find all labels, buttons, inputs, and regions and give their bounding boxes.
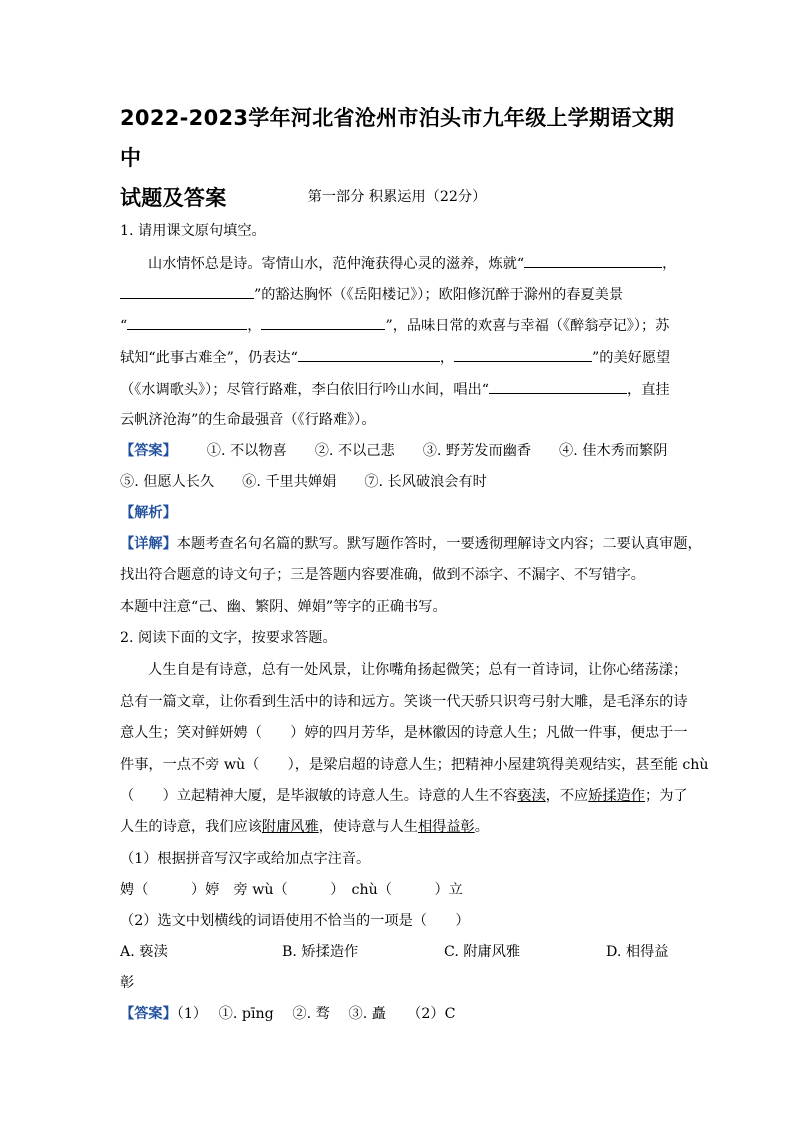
detail-label: 【详解】 bbox=[120, 536, 177, 552]
answer-item: ④. 佳木秀而繁阴 bbox=[559, 443, 668, 459]
q1-line-5: （《水调歌头》）；尽管行路难，李白依旧行吟山水间，唱出“ ，直挂 bbox=[120, 379, 670, 400]
answer-label: 【答案】 bbox=[120, 443, 177, 459]
answer-item: ⑦. 长风破浪会有时 bbox=[364, 474, 487, 490]
answer-item: ⑤. 但愿人长久 bbox=[120, 474, 215, 490]
q1-answer-row-2 bbox=[120, 472, 487, 492]
analysis-label: 【解析】 bbox=[120, 505, 177, 521]
blank-7 bbox=[489, 379, 627, 394]
underlined-word: 相得益彰 bbox=[417, 819, 475, 835]
q1-line-3: “ ， ”，品味日常的欢喜与幸福（《醉翁亭记》）；苏 bbox=[120, 315, 669, 336]
q1-answer-row-1 bbox=[120, 441, 667, 461]
q1-line-2: ”的豁达胸怀（《岳阳楼记》）；欧阳修沉醉于滁州的春夏美景 bbox=[120, 284, 623, 305]
q1-line-1: 山水情怀总是诗。寄情山水，范仲淹获得心灵的滋养，炼就“ ， bbox=[148, 253, 676, 274]
answer-item: ⑥. 千里共婵娟 bbox=[242, 474, 337, 490]
option-c: C. 附庸风雅 bbox=[444, 944, 521, 960]
q2-passage-line-1: 人生自是有诗意，总有一处风景，让你嘴角扬起微笑；总有一首诗词，让你心绪荡漾； bbox=[148, 662, 688, 678]
q2-passage-line-5: （ ）立起精神大厦，是毕淑敏的诗意人生。诗意的人生不容亵渎，不应矫揉造作；为了 bbox=[120, 788, 688, 804]
answer-item: ③. 野芳发而幽香 bbox=[422, 443, 532, 459]
q2-prompt: 2. 阅读下面的文字，按要求答题。 bbox=[120, 630, 337, 646]
blank-2 bbox=[120, 284, 254, 299]
q1-detail-2: 找出符合题意的诗文句子；三是答题内容要准确，做到不添字、不漏字、不写错字。 bbox=[120, 567, 645, 583]
blank-6 bbox=[454, 347, 592, 362]
underlined-word: 亵渎 bbox=[517, 788, 546, 804]
option-d: D. 相得益 bbox=[606, 944, 669, 960]
q2-option-wrap: 彰 bbox=[120, 975, 135, 991]
blank-4 bbox=[261, 315, 385, 330]
q2-passage-line-2: 总有一篇文章，让你看到生活中的诗和远方。笑谈一代天骄只识弯弓射大雕，是毛泽东的诗 bbox=[120, 694, 688, 710]
answer-label: 【答案】 bbox=[120, 1006, 177, 1022]
blank-1 bbox=[524, 253, 662, 268]
q2-sub1: （1）根据拼音写汉字或给加点字注音。 bbox=[120, 851, 371, 867]
blank-5 bbox=[298, 347, 440, 362]
underlined-word: 附庸风雅 bbox=[261, 819, 319, 835]
q1-line-6: 云帆济沧海”的生命最强音（《行路难》）。 bbox=[120, 412, 376, 428]
q2-passage-line-3: 意人生；笑对鲜妍娉（ ）婷的四月芳华，是林徽因的诗意人生；凡做一件事，便忠于一 bbox=[120, 725, 688, 741]
option-b: B. 矫揉造作 bbox=[282, 944, 359, 960]
q2-sub2: （2）选文中划横线的词语使用不恰当的一项是（ ） bbox=[120, 913, 470, 929]
option-a: A. 亵渎 bbox=[120, 944, 168, 960]
blank-3 bbox=[127, 315, 247, 330]
q1-detail-1: 【详解】本题考查名句名篇的默写。默写题作答时，一要透彻理解诗文内容；二要认真审题， bbox=[120, 536, 702, 552]
title-line-1: 2022-2023学年河北省沧州市泊头市九年级上学期语文期中 bbox=[120, 106, 675, 170]
q1-line-4: 轼知“此事古难全”，仍表达“ ， ”的美好愿望 bbox=[120, 347, 670, 368]
title-line-2: 试题及答案 bbox=[120, 186, 227, 210]
underlined-word: 矫揉造作 bbox=[588, 788, 645, 804]
q1-prompt: 1. 请用课文原句填空。 bbox=[120, 223, 266, 239]
section-heading: 第一部分 积累运用（22分） bbox=[307, 189, 487, 205]
q2-sub1-blanks: 娉（ ）婷 旁 wù（ ） chù（ ）立 bbox=[120, 882, 463, 898]
q1-detail-3: 本题中注意“己、幽、繁阴、婵娟”等字的正确书写。 bbox=[120, 599, 447, 615]
q2-passage-line-6: 人生的诗意，我们应该附庸风雅，使诗意与人生相得益彰。 bbox=[120, 819, 489, 835]
answer-item: ②. 不以己悲 bbox=[314, 443, 395, 459]
answer-item: ①. 不以物喜 bbox=[206, 443, 287, 459]
q2-passage-line-4: 件事，一点不旁 wù（ ），是梁启超的诗意人生；把精神小屋建筑得美观结实，甚至能 chù bbox=[120, 757, 709, 773]
q2-answer: 【答案】（1） ①. pīng ②. 骛 ③. 矗 （2）C bbox=[120, 1006, 456, 1022]
